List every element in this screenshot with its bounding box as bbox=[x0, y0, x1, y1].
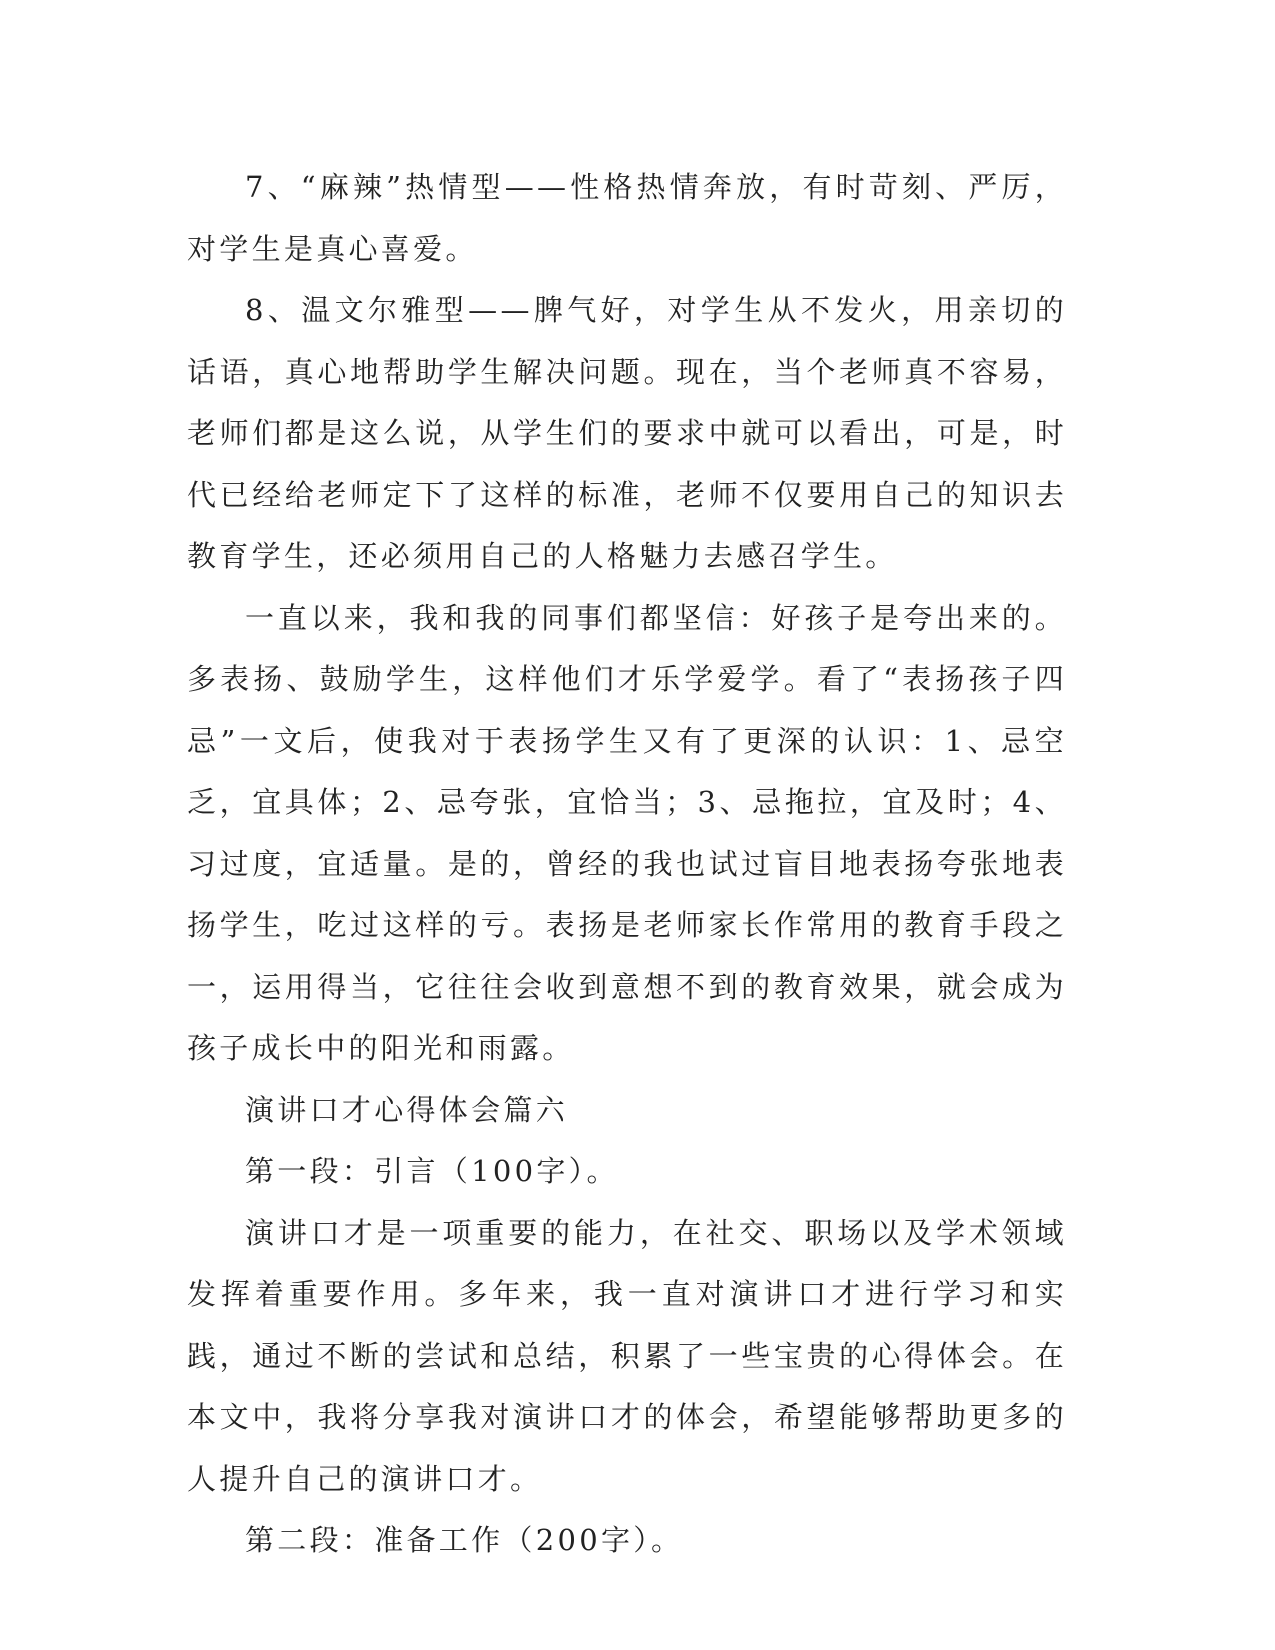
subheading-preparation: 第二段：准备工作（200字）。 bbox=[245, 1523, 684, 1557]
section-heading: 演讲口才心得体会篇六 bbox=[245, 1092, 569, 1127]
paragraph-praise: 一直以来，我和我的同事们都坚信：好孩子是夸出来的。多表扬、鼓励学生，这样他们才乐学爱学。看了“表扬孩子四忌”一文后，使我对于表扬学生又有了更深的认识：1、忌空乏，宜具体；2、忌夸张，宜恰当；3、忌拖拉，宜及时；4、习过度，宜适量。是的，曾经的我也试过盲目地表扬夸张地表扬学生，吃过这样的亏。表扬是老师家长作常用的教育手段之一，运用得当，它往往会收到意想不到的教育效果，就会成为孩子成长中的阳光和雨露。 bbox=[187, 600, 1067, 1065]
paragraph-type-8: 8、温文尔雅型——脾气好，对学生从不发火，用亲切的话语，真心地帮助学生解决问题。现在，当个老师真不容易，老师们都是这么说，从学生们的要求中就可以看出，可是，时代已经给老师定下了这样的标准，老师不仅要用自己的知识去教育学生，还必须用自己的人格魅力去感召学生。 bbox=[187, 293, 1067, 573]
paragraph-intro: 演讲口才是一项重要的能力，在社交、职场以及学术领域发挥着重要作用。多年来，我一直对演讲口才进行学习和实践，通过不断的尝试和总结，积累了一些宝贵的心得体会。在本文中，我将分享我对演讲口才的体会，希望能够帮助更多的人提升自己的演讲口才。 bbox=[187, 1215, 1067, 1496]
subheading-intro: 第一段：引言（100字）。 bbox=[245, 1154, 619, 1188]
document-body bbox=[187, 157, 1067, 1572]
paragraph-type-7: 7、“麻辣”热情型——性格热情奔放，有时苛刻、严厉，对学生是真心喜爱。 bbox=[187, 170, 1067, 266]
